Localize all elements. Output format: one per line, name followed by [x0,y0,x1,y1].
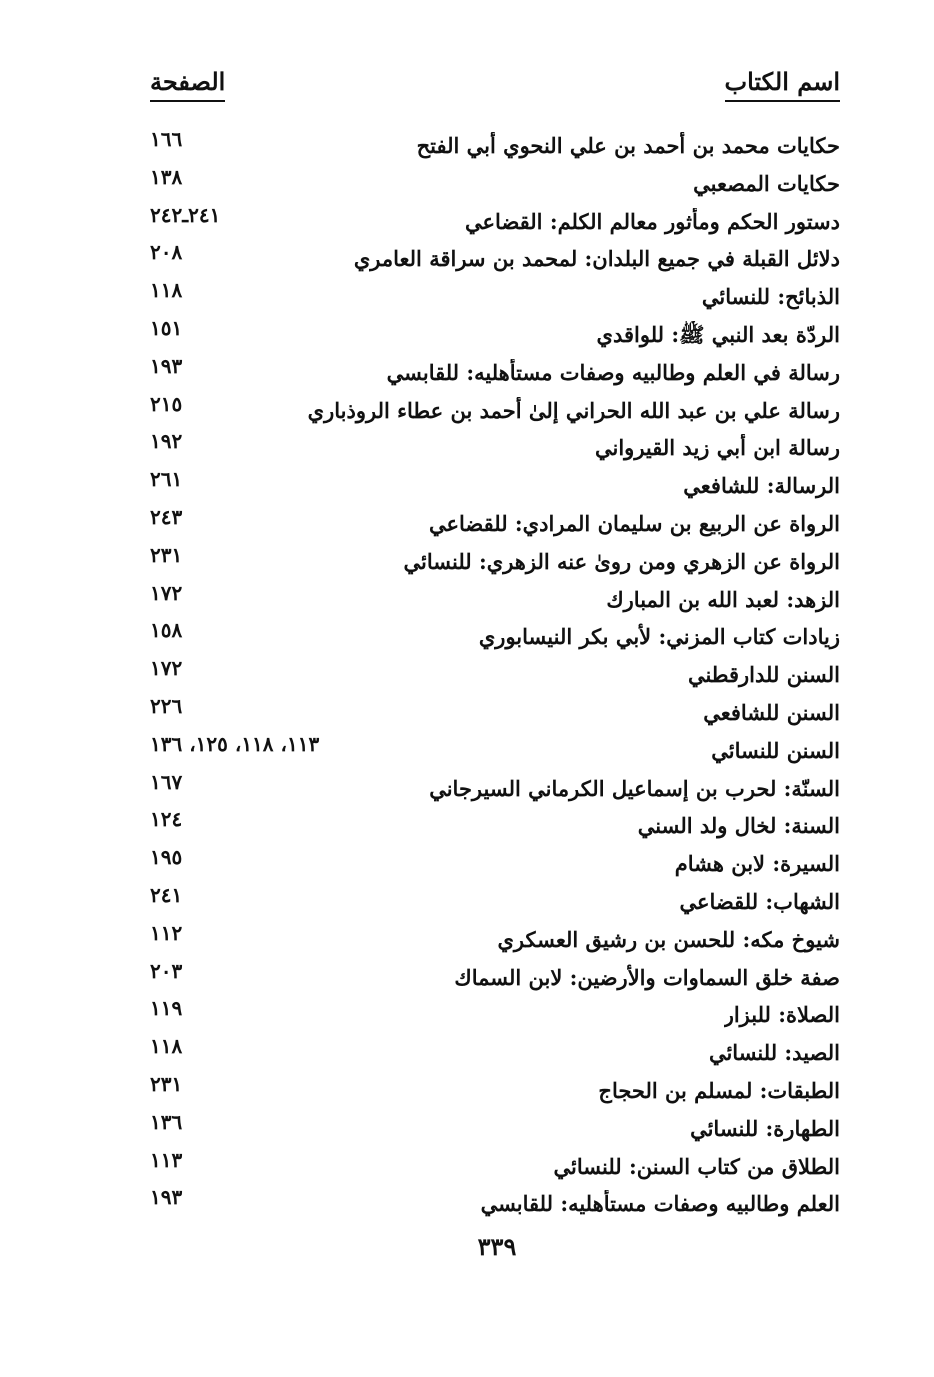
entry-title: حكايات محمد بن أحمد بن علي النحوي أبي الفتح [416,133,840,158]
index-entry [150,920,840,958]
entry-title: الطلاق من كتاب السنن: للنسائي [553,1153,840,1179]
entry-page-number: ١٧٢ [150,580,183,605]
entry-title: رسالة في العلم وطالبيه وصفات مستأهليه: للقابسي [386,359,840,385]
entry-page-number: ١٩٣ [150,1185,183,1210]
index-entry [150,958,840,996]
entry-page-number: ١١٣ [150,1147,183,1172]
entry-title: الذبائح: للنسائي [701,284,840,310]
entry-page-number: ١٢٤ [150,807,183,832]
index-entry [150,995,840,1033]
column-title-book-name: اسم الكتاب [725,66,841,102]
entry-title: الشهاب: للقضاعي [679,888,840,914]
entry-title: الردّة بعد النبي ﷺ: للواقدي [596,321,840,347]
entry-page-number: ٢٤١ [150,882,183,907]
entry-title: الرواة عن الزهري ومن روىٰ عنه الزهري: للنسائي [403,548,840,574]
entry-title: الرواة عن الربيع بن سليمان المرادي: للقضاعي [429,510,840,536]
index-entry [150,655,840,693]
index-entry [150,504,840,542]
entry-page-number: ١٦٧ [150,769,183,794]
entry-title: الطبقات: لمسلم بن الحجاج [598,1077,840,1103]
entry-page-number: ١٣٦ [150,1109,183,1134]
index-entry [150,882,840,920]
entry-page-number: ١٩٢ [150,429,183,454]
index-entry [150,126,840,164]
index-entry [150,202,840,240]
index-entry [150,391,840,429]
entry-page-number: ٢٣١ [150,1071,183,1096]
column-title-page: الصفحة [150,66,225,102]
index-entry [150,769,840,807]
index-entry [150,617,840,655]
index-entry [150,1071,840,1109]
entry-title: الصلاة: للبزار [723,1002,840,1028]
entry-page-number: ١١٩ [150,996,183,1021]
entry-page-number: ١٩٥ [150,845,183,870]
entry-page-number: ١١٢ [150,920,183,945]
entry-title: السنة: لخال ولد السني [637,813,840,839]
entry-page-number: ٢٤١ـ٢٤٢ [150,202,221,227]
index-entry [150,542,840,580]
entry-page-number: ١٦٦ [150,127,183,151]
index-entry [150,1109,840,1147]
entry-title: دلائل القبلة في جميع البلدان: لمحمد بن سراقة العامري [353,246,840,272]
index-entry [150,806,840,844]
entry-page-number: ١٩٣ [150,353,183,378]
index-entry [150,1033,840,1071]
index-entry [150,1184,840,1222]
index-entry [150,580,840,618]
index-entry [150,315,840,353]
index-entry [150,353,840,391]
entry-title: السنن للنسائي [711,737,840,763]
entry-page-number: ١٥٨ [150,618,183,643]
entry-title: زيادات كتاب المزني: لأبي بكر النيسابوري [478,624,840,650]
entry-title: الرسالة: للشافعي [683,473,840,499]
entry-title: السنن للدارقطني [687,662,840,688]
entry-title: صفة خلق السماوات والأرضين: لابن السماك [454,964,840,990]
entry-title: الصيد: للنسائي [708,1040,840,1066]
entry-title: رسالة ابن أبي زيد القيرواني [595,435,840,461]
entry-page-number: ٢٢٦ [150,693,183,718]
index-header [150,66,840,106]
entry-page-number: ٢٠٣ [150,958,183,983]
index-entry [150,277,840,315]
entry-page-number: ١٥١ [150,315,183,340]
entry-title: دستور الحكم ومأثور معالم الكلم: القضاعي [465,208,840,234]
entry-page-number: ٢٦١ [150,467,183,492]
entry-page-number: ٢٤٣ [150,504,183,529]
entry-page-number: ١١٨ [150,278,183,303]
entry-title: شيوخ مكه: للحسن بن رشيق العسكري [497,926,840,952]
index-entry [150,428,840,466]
entry-title: الزهد: لعبد الله بن المبارك [606,586,840,612]
index-entry [150,693,840,731]
entry-title: الطهارة: للنسائي [690,1115,840,1141]
entry-page-number: ١٣٨ [150,164,183,189]
index-entries [150,126,840,1222]
entry-page-number: ٢٣١ [150,542,183,567]
page-number: ٣٣٩ [477,1232,517,1261]
index-entry [150,239,840,277]
entry-page-number: ٢١٥ [150,391,183,416]
entry-title: حكايات المصعبي [693,170,840,196]
entry-page-number: ٢٠٨ [150,240,183,265]
index-entry [150,466,840,504]
entry-title: السيرة: لابن هشام [674,851,840,877]
entry-title: العلم وطالبيه وصفات مستأهليه: للقابسي [480,1191,840,1217]
entry-page-number: ١١٣، ١١٨، ١٢٥، ١٣٦ [150,731,320,756]
entry-title: السنن للشافعي [703,699,840,725]
index-entry [150,1147,840,1185]
entry-page-number: ١١٨ [150,1034,183,1059]
index-entry [150,164,840,202]
entry-title: رسالة علي بن عبد الله الحراني إلىٰ أحمد بن عطاء الروذباري [307,397,840,423]
index-entry [150,844,840,882]
entry-page-number: ١٧٢ [150,656,183,681]
entry-title: السنّة: لحرب بن إسماعيل الكرماني السيرجاني [429,775,840,801]
index-entry [150,731,840,769]
